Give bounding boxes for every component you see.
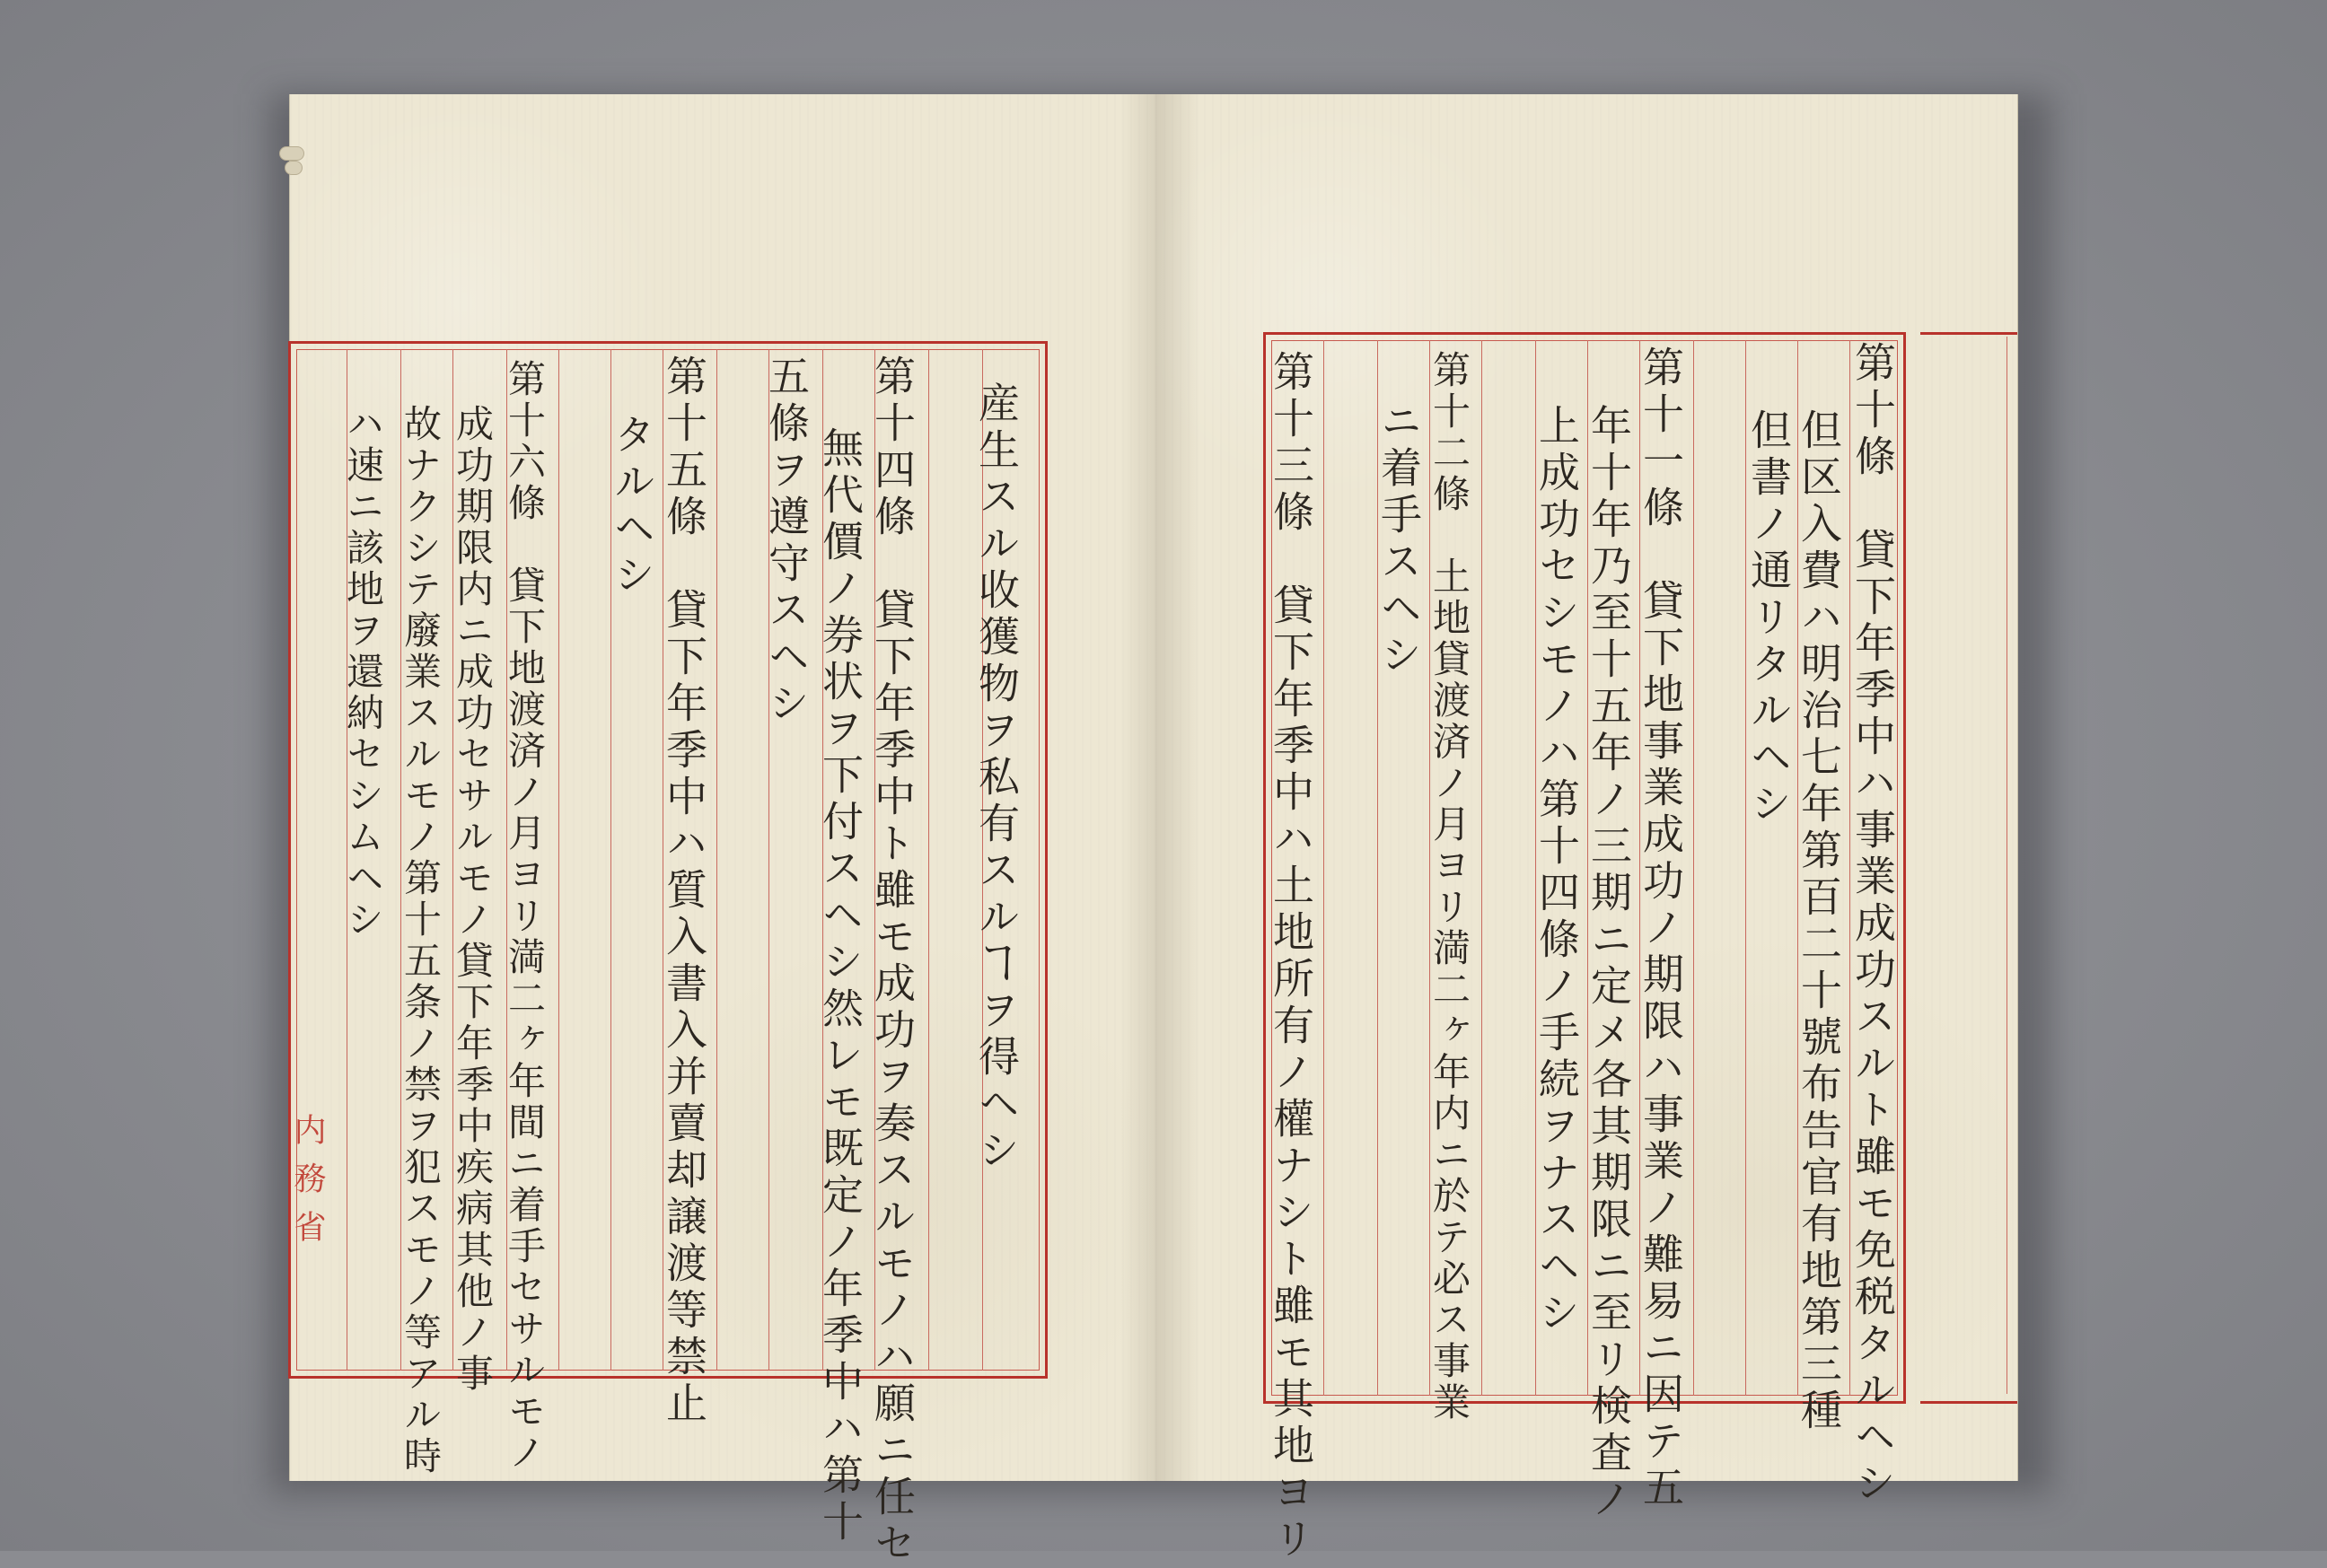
text-column: 第十條 貸下年季中ハ事業成功スルト雖モ免税タルヘシ bbox=[1848, 341, 1897, 1508]
column-rule bbox=[928, 349, 929, 1371]
column-rule bbox=[558, 349, 559, 1371]
column-rule bbox=[1481, 340, 1482, 1396]
text-column: 第十一條 貸下地事業成功ノ期限ハ事業ノ難易ニ因テ五 bbox=[1637, 346, 1685, 1512]
text-column: タルヘシ bbox=[608, 413, 656, 600]
right-page bbox=[1155, 94, 2018, 1564]
column-rule bbox=[716, 349, 717, 1371]
left-page bbox=[289, 94, 1156, 1568]
text-column: 第十二條 土地貸渡済ノ月ヨリ満二ヶ年内ニ於テ必ス事業 bbox=[1427, 350, 1471, 1423]
text-column: 第十四條 貸下年季中ト雖モ成功ヲ奏スルモノハ願ニ任セ bbox=[868, 355, 917, 1568]
text-column: ニ着手スヘシ bbox=[1374, 399, 1423, 679]
text-column: 五條ヲ遵守スヘシ bbox=[762, 355, 811, 728]
text-column: 第十三條 貸下年季中ハ土地所有ノ權ナシト雖モ其地ヨリ bbox=[1267, 350, 1315, 1564]
text-column: 産生スル收獲物ヲ私有スルヿヲ得ヘシ bbox=[972, 381, 1021, 1175]
text-column: 故ナクシテ廢業スルモノ第十五条ノ禁ヲ犯スモノ等アル時 bbox=[399, 404, 443, 1477]
text-column: 但書ノ通リタルヘシ bbox=[1744, 408, 1793, 828]
text-column: 但区入費ハ明治七年第百二十號布告官有地第三種 bbox=[1795, 408, 1843, 1435]
text-column: 上成功セシモノハ第十四條ノ手続ヲナスヘシ bbox=[1532, 404, 1581, 1337]
column-rule bbox=[1323, 340, 1324, 1396]
binding-thread bbox=[279, 146, 304, 161]
binding-thread bbox=[285, 161, 303, 175]
adjacent-frame-edge bbox=[1920, 332, 2017, 1404]
text-column: ハ速ニ該地ヲ還納セシムヘシ bbox=[341, 404, 385, 941]
text-column: 成功期限内ニ成功セサルモノ貸下年季中疾病其他ノ事 bbox=[451, 404, 495, 1395]
text-column: 第十五條 貸下年季中ハ質入書入并賣却譲渡等禁止 bbox=[660, 355, 708, 1428]
column-rule bbox=[1693, 340, 1694, 1396]
margin-stamp: 内務省 bbox=[289, 1113, 326, 1258]
column-rule bbox=[2006, 337, 2007, 1394]
text-column: 年十年乃至十五年ノ三期ニ定メ各其期限ニ至リ検査ノ bbox=[1585, 404, 1633, 1524]
text-column: 無代價ノ券状ヲ下付スヘシ然レモ既定ノ年季中ハ第十 bbox=[816, 426, 865, 1546]
text-column: 第十六條 貸下地渡済ノ月ヨリ満二ヶ年間ニ着手セサルモノ bbox=[503, 359, 547, 1474]
